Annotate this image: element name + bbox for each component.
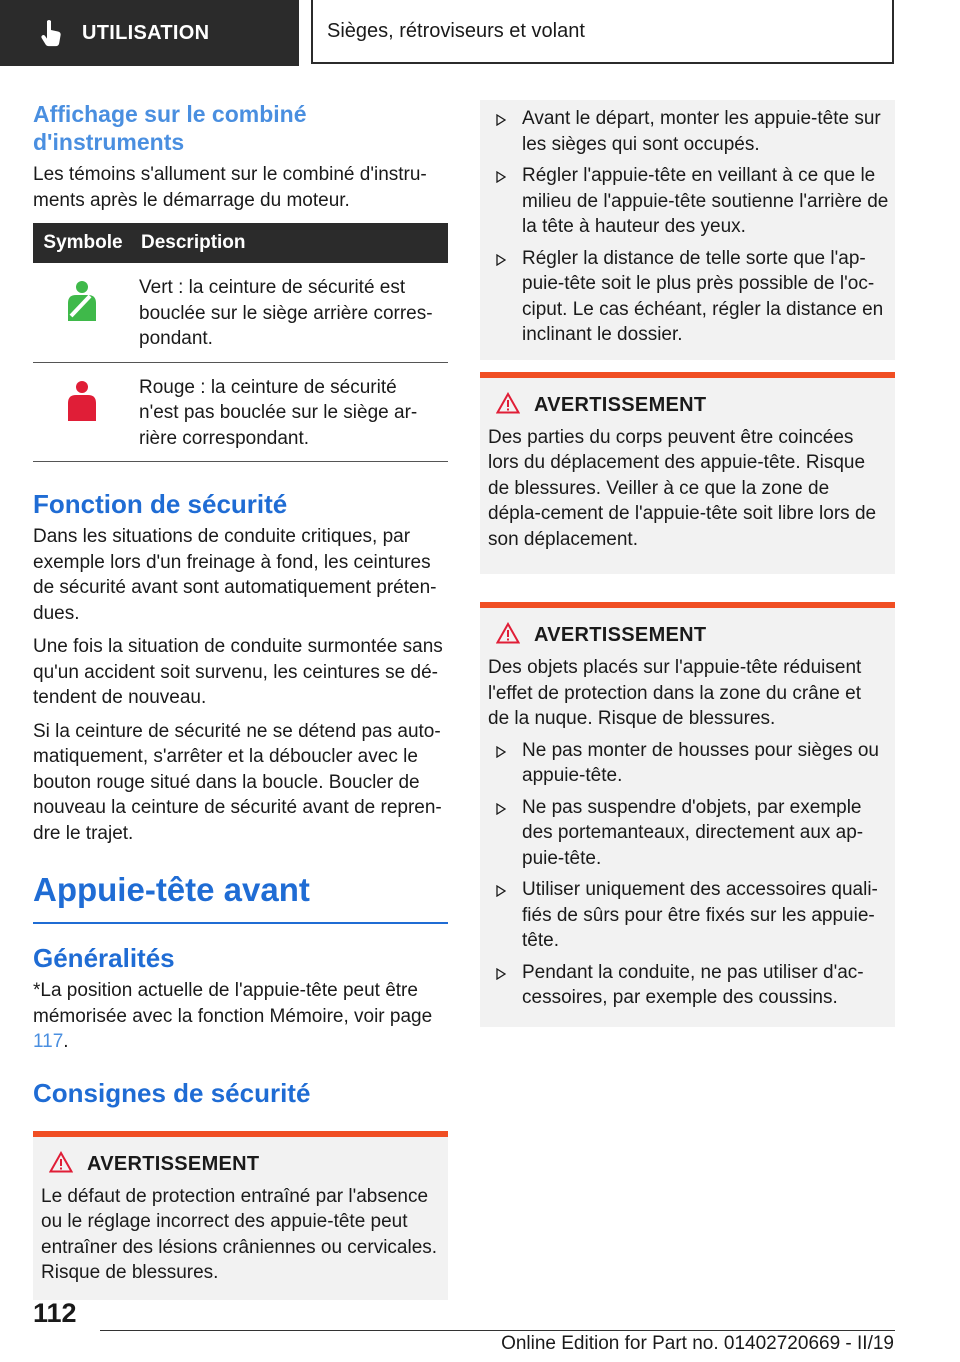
warning-title: AVERTISSEMENT	[534, 393, 707, 416]
section-tab	[0, 0, 299, 66]
list-item-text: Avant le départ, monter les appuie-tête sur les sièges qui sont occupés.	[522, 108, 881, 155]
general-paragraph	[33, 978, 448, 1055]
warning-title: AVERTISSEMENT	[534, 624, 707, 646]
list-item	[480, 877, 887, 954]
chapter-title: Sièges, rétroviseurs et volant	[311, 0, 894, 64]
list-item-text: Utiliser uniquement des accessoires quali-fiés de sûrs pour être fixés sur les appuie-tête.	[522, 879, 878, 951]
footer-divider	[100, 1330, 895, 1331]
warning-triangle-icon	[496, 392, 520, 419]
headrest-steps-list	[480, 106, 895, 348]
table-header-symbol: Symbole	[33, 223, 133, 263]
headrest-steps-box	[480, 100, 895, 360]
safety-heading: Fonction de sécurité	[33, 489, 288, 519]
bullet-triangle-icon	[496, 254, 506, 266]
hand-pointer-icon	[40, 19, 64, 47]
list-item	[480, 738, 887, 789]
warning-triangle-icon	[496, 622, 520, 649]
consignes-heading: Consignes de sécurité	[33, 1077, 311, 1108]
warning-box	[480, 372, 895, 575]
bullet-triangle-icon	[496, 885, 506, 897]
warning-triangle-icon	[49, 1151, 73, 1178]
safety-paragraph-2: Une fois la situation de conduite surmontée sans qu'un accident soit survenu, les ceintures se dé-tendent de nouveau.	[33, 636, 443, 708]
warning-text: Des objets placés sur l'appuie-tête réduisent l'effet de protection dans la zone du crâne et de la nuque. Risque de blessures.	[488, 657, 862, 729]
warning-text: Des parties du corps peuvent être coincées lors du déplacement des appuie-tête. Risque de blessures. Veiller à ce que la zone de dépla-cement de l'appuie-tête soit libre lors de son déplacement.	[488, 426, 877, 550]
table-header-description: Description	[133, 223, 448, 263]
edition-note: Online Edition for Part no. 01402720669 - II/19	[501, 1333, 894, 1354]
table-row	[33, 362, 448, 462]
warning-header	[496, 622, 887, 649]
page-number: 112	[33, 1298, 77, 1328]
list-item-text: Pendant la conduite, ne pas utiliser d'ac-cessoires, par exemple des coussins.	[522, 961, 864, 1008]
description-cell: Vert : la ceinture de sécurité est bouclée sur le siège arrière corres-pondant.	[133, 263, 448, 362]
safety-paragraph-3: Si la ceinture de sécurité ne se détend pas auto-matiquement, s'arrêter et la déboucler avec le bouton rouge situé dans la boucle. Boucler de nouveau la ceinture de sécurité avant de repren-dre le trajet.	[33, 720, 442, 844]
table-row	[33, 263, 448, 362]
list-item	[480, 246, 895, 348]
general-heading: Généralités	[33, 943, 175, 973]
warning-header	[496, 392, 887, 419]
list-item-text: Régler l'appuie-tête en veillant à ce que le milieu de l'appuie-tête soutienne l'arrière de la tête à hauteur des yeux.	[522, 165, 889, 237]
general-text: *La position actuelle de l'appuie-tête peut être mémorisée avec la fonction Mémoire, voir page	[33, 980, 433, 1027]
indicator-intro: Les témoins s'allument sur le combiné d'instru-ments après le démarrage du moteur.	[33, 164, 427, 211]
list-item-text: Ne pas suspendre d'objets, par exemple des portemanteaux, directement aux ap-puie-tête.	[522, 796, 864, 869]
list-item	[480, 106, 895, 157]
right-column	[480, 100, 895, 1027]
symbol-table	[33, 223, 448, 462]
warning-bullet-list	[480, 738, 887, 1011]
bullet-triangle-icon	[496, 968, 506, 980]
warning-text: Le défaut de protection entraîné par l'absence ou le réglage incorrect des appuie-tête peut entraîner des lésions crâniennes ou cervicales. Risque de blessures.	[41, 1185, 438, 1283]
bullet-triangle-icon	[496, 171, 506, 183]
page-header	[0, 0, 960, 66]
bullet-triangle-icon	[496, 746, 506, 758]
bullet-triangle-icon	[496, 803, 506, 815]
symbol-cell	[33, 362, 133, 462]
seatbelt-fastened-icon	[65, 305, 99, 326]
safety-paragraph-1: Dans les situations de conduite critiques, par exemple lors d'un freinage à fond, les ceintures de sécurité avant sont automatiquement préten-dues.	[33, 526, 437, 624]
list-item	[480, 163, 895, 240]
warning-title: AVERTISSEMENT	[87, 1152, 260, 1175]
left-column	[33, 100, 448, 1300]
warning-header	[49, 1151, 440, 1178]
list-item-text: Ne pas monter de housses pour sièges ou appuie-tête.	[522, 739, 879, 786]
bullet-triangle-icon	[496, 114, 506, 126]
general-end: .	[63, 1031, 69, 1052]
warning-box	[33, 1131, 448, 1300]
headrest-heading: Appuie-tête avant	[33, 870, 448, 924]
section-title: UTILISATION	[82, 21, 210, 44]
list-item	[480, 960, 887, 1011]
list-item	[480, 795, 887, 872]
indicator-heading: Affichage sur le combiné d'instruments	[33, 101, 307, 155]
list-item-text: Régler la distance de telle sorte que l'ap-puie-tête soit le plus près possible de l'oc-ciput. Le cas échéant, régler la distance en inclinant le dossier.	[522, 247, 884, 345]
seatbelt-unfastened-icon	[65, 405, 99, 426]
symbol-cell	[33, 263, 133, 362]
description-cell: Rouge : la ceinture de sécurité n'est pas bouclée sur le siège ar-rière correspondant.	[133, 362, 448, 462]
page-link[interactable]: 117	[33, 1031, 64, 1052]
warning-box	[480, 602, 895, 1027]
